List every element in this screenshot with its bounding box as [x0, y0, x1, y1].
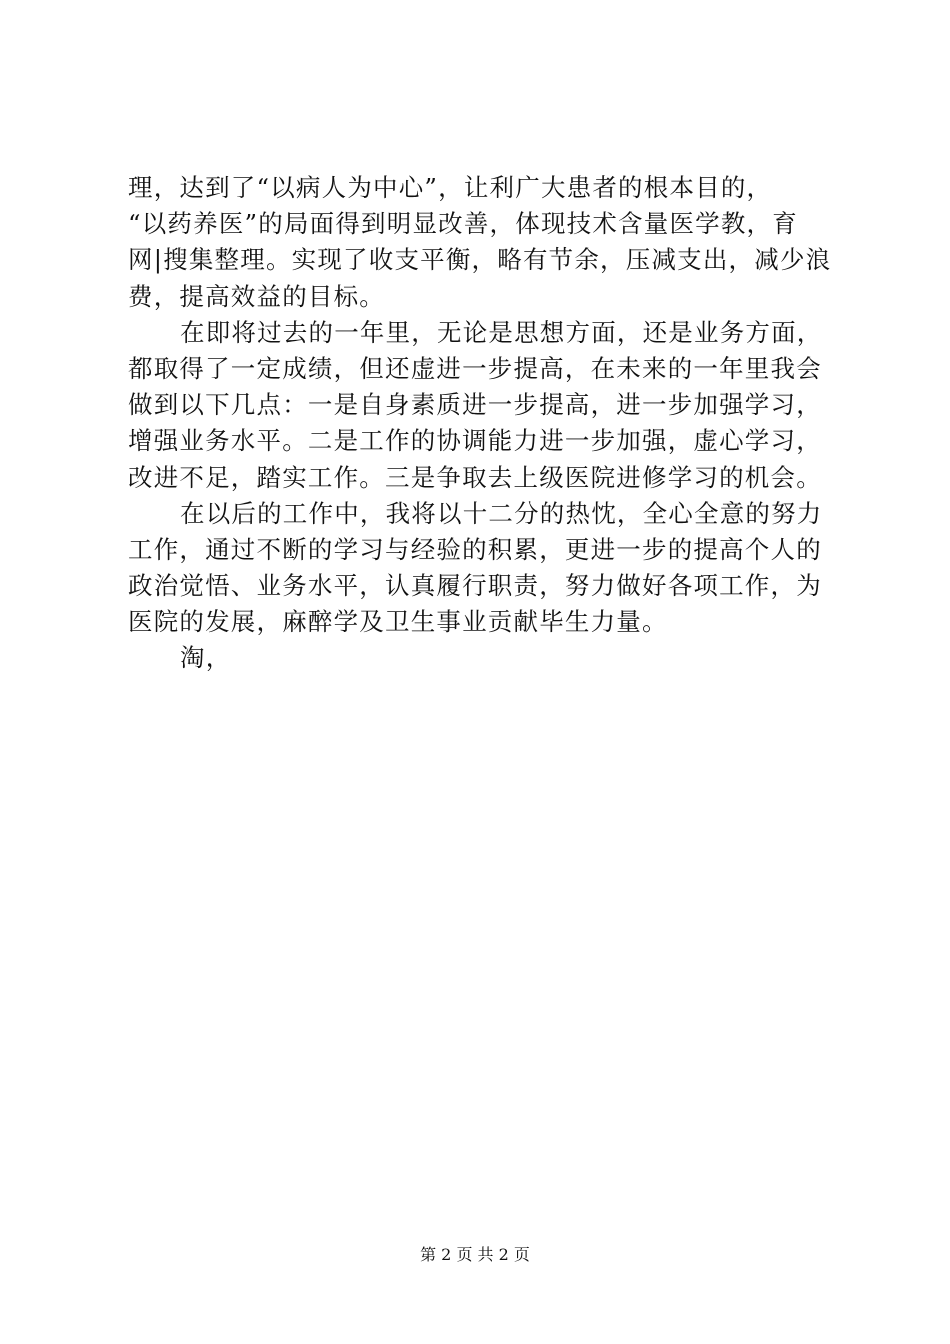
text-line: 政治觉悟、业务水平，认真履行职责，努力做好各项工作，为	[128, 571, 822, 601]
text-line: 理，达到了“以病人为中心”，让利广大患者的根本目的，	[128, 173, 773, 202]
paragraph-start-line: 在即将过去的一年里，无论是思想方面，还是业务方面，	[180, 317, 823, 347]
text-line: 都取得了一定成绩，但还虚进一步提高，在未来的一年里我会	[128, 353, 822, 383]
text-line: 网|搜集整理。实现了收支平衡，略有节余，压减支出，减少浪	[128, 245, 832, 275]
page-number-footer: 第 2 页 共 2 页	[420, 1245, 530, 1264]
text-line: 做到以下几点：一是自身素质进一步提高，进一步加强学习，	[128, 390, 822, 420]
paragraph-start-line: 在以后的工作中，我将以十二分的热忱，全心全意的努力	[180, 498, 823, 528]
text-line: 医院的发展，麻醉学及卫生事业贡献毕生力量。	[128, 607, 668, 637]
text-line: 工作，通过不断的学习与经验的积累，更进一步的提高个人的	[128, 534, 822, 564]
paragraph-start-line: 淘，	[180, 643, 232, 673]
document-body	[128, 170, 840, 677]
text-line: 改进不足，踏实工作。三是争取去上级医院进修学习的机会。	[128, 462, 822, 492]
text-line: 费，提高效益的目标。	[128, 281, 385, 311]
text-line: “以药养医”的局面得到明显改善，体现技术含量医学教，育	[128, 209, 798, 239]
text-line: 增强业务水平。二是工作的协调能力进一步加强，虚心学习，	[128, 426, 822, 456]
